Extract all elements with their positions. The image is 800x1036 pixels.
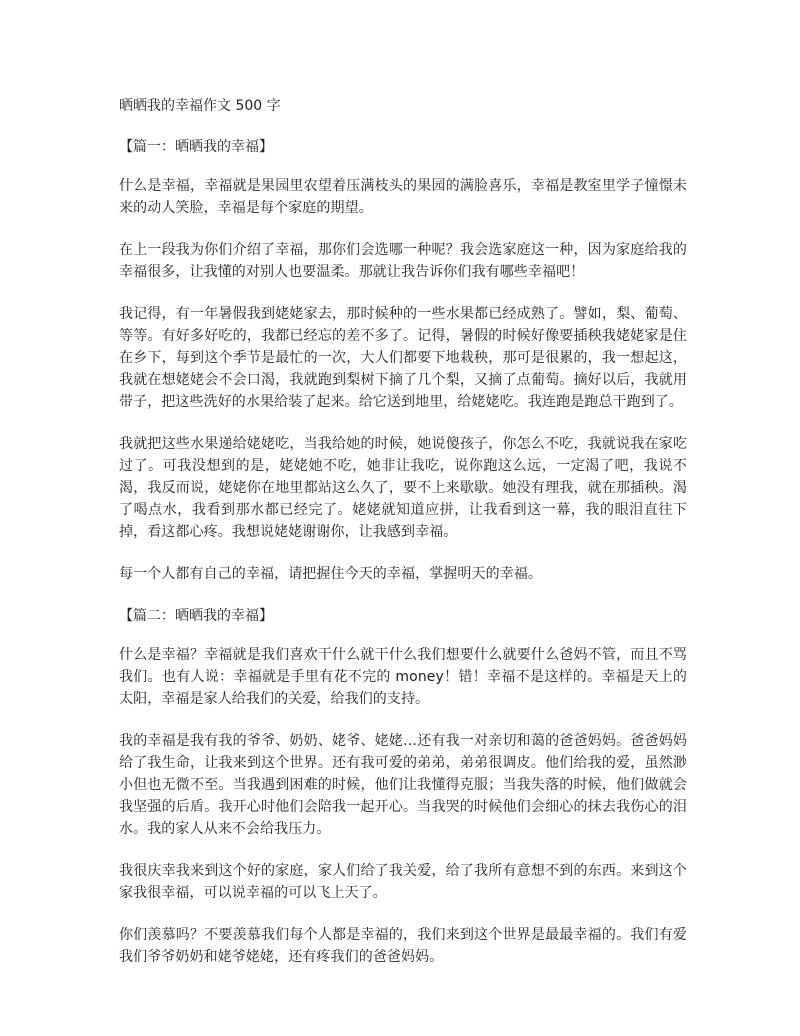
section-heading: 【篇二：晒晒我的幸福】: [119, 608, 273, 624]
paragraph: 我很庆幸我来到这个好的家庭，家人们给了我关爱，给了我所有意想不到的东西。来到这个家我很幸福，可以说幸福的可以飞上天了。: [119, 863, 687, 901]
document-title: 晒晒我的幸福作文 500 字: [119, 98, 281, 114]
paragraph: 什么是幸福，幸福就是果园里农望着压满枝头的果园的满脸喜乐，幸福是教室里学子憧憬未来的动人笑脸，幸福是每个家庭的期望。: [119, 178, 687, 216]
paragraph: 我就把这些水果递给姥姥吃，当我给她的时候，她说傻孩子，你怎么不吃，我就说我在家吃过了。可我没想到的是，姥姥她不吃，她非让我吃，说你跑这么远，一定渴了吧，我说不渴，我反而说，姥姥你在地里都站这么久了，要不上来歇歇。她没有理我，就在那插秧。渴了喝点水，我看到那水都已经完了。姥姥就知道应拼，让我看到这一幕，我的眼泪直往下掉，看这都心疼。我想说姥姥谢谢你，让我感到幸福。: [119, 436, 687, 540]
paragraph: 在上一段我为你们介绍了幸福，那你们会选哪一种呢？我会选家庭这一种，因为家庭给我的幸福很多，让我懂的对别人也要温柔。那就让我告诉你们我有哪些幸福吧！: [119, 242, 687, 280]
paragraph: 我的幸福是我有我的爷爷、奶奶、姥爷、姥姥…还有我一对亲切和蔼的爸爸妈妈。爸爸妈妈给了我生命，让我来到这个世界。还有我可爱的弟弟，弟弟很调皮。他们给我的爱，虽然渺小但也无微不至。当我遇到困难的时候，他们让我懂得克服；当我失落的时候，他们做就会我坚强的后盾。我开心时他们会陪我一起开心。当我哭的时候他们会细心的抹去我伤心的泪水。我的家人从来不会给我压力。: [119, 733, 687, 837]
document-page: [119, 96, 687, 988]
paragraph: 我记得，有一年暑假我到姥姥家去，那时候种的一些水果都已经成熟了。譬如，梨、葡萄、等等。有好多好吃的，我都已经忘的差不多了。记得，暑假的时候好像要插秧我姥姥家是住在乡下，每到这个季节是最忙的一次，大人们都要下地栽秧，那可是很累的，我一想起这，我就在想姥姥会不会口渴，我就跑到梨树下摘了几个梨，又摘了点葡萄。摘好以后，我就用带子，把这些洗好的水果给装了起来。给它送到地里，给姥姥吃。我连跑是跑总干跑到了。: [119, 306, 687, 410]
paragraph: 你们羡慕吗？不要羡慕我们每个人都是幸福的，我们来到这个世界是最最幸福的。我们有爱我们爷爷奶奶和姥爷姥姥，还有疼我们的爸爸妈妈。: [119, 927, 687, 965]
paragraph: 什么是幸福？幸福就是我们喜欢干什么就干什么我们想要什么就要什么爸妈不管，而且不骂我们。也有人说：幸福就是手里有花不完的 money！错！幸福不是这样的。幸福是天上的太阳，幸福是家人给我们的关爱，给我们的支持。: [119, 647, 687, 707]
paragraph: 每一个人都有自己的幸福，请把握住今天的幸福，掌握明天的幸福。: [119, 566, 542, 582]
section-heading: 【篇一：晒晒我的幸福】: [119, 139, 273, 155]
